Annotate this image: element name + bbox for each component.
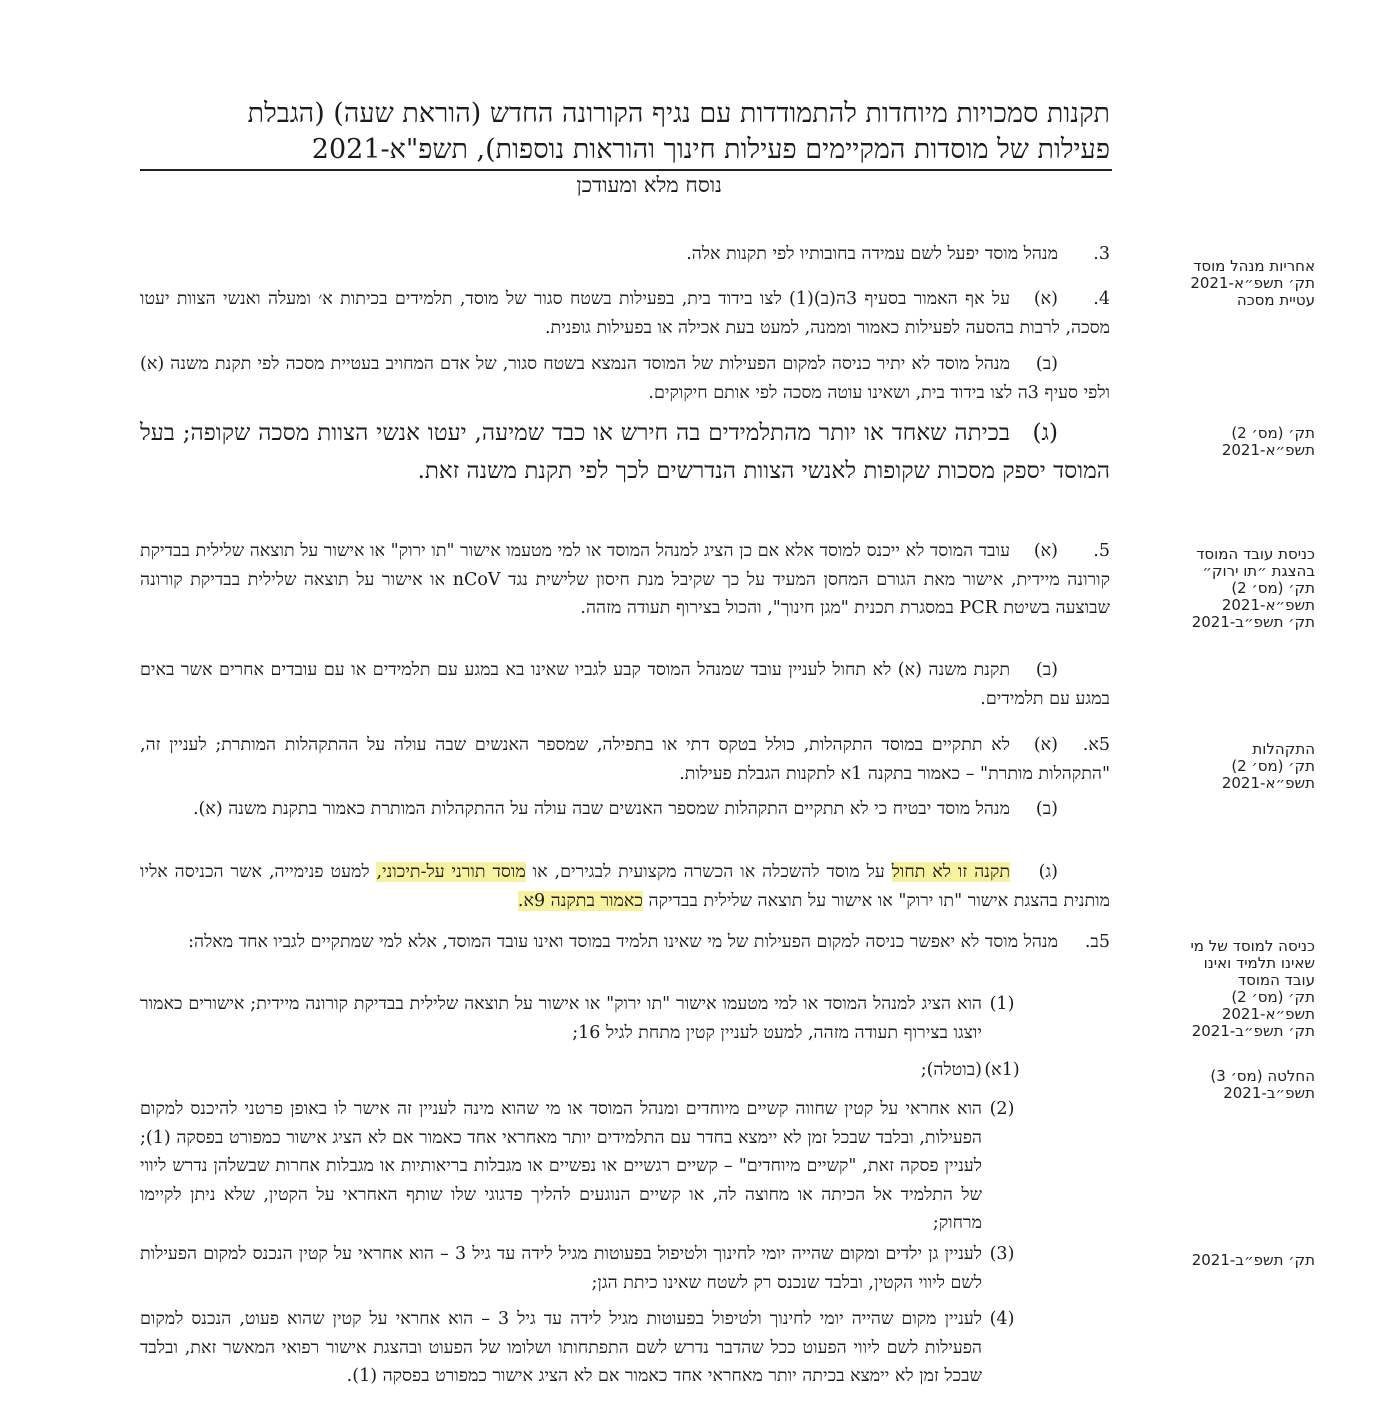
paragraph-3: [140, 240, 1110, 269]
subsection-label: (א): [1033, 289, 1058, 309]
margin-note-decision: [1120, 1068, 1315, 1102]
item-text: לעניין גן ילדים ומקום שהייה יומי לחינוך ולטיפול בפעוטות מגיל לידה עד גיל 3 – הוא אחראי על קטין הנכנס למקום הפעילות לשם ליווי הקטין, ובלבד שנכנס רק לשטח שאינו כיתת הגן;: [140, 1244, 982, 1293]
document-subtitle: נוסח מלא ומעודכן: [576, 173, 722, 197]
subsection-label: (ב): [1035, 660, 1058, 680]
highlighted-text: מוסד תורני על-תיכוני,: [376, 862, 526, 882]
margin-note-amendment-item3: [1120, 1252, 1315, 1269]
margin-note-line: תק׳ תשפ״א-2021: [1190, 274, 1315, 292]
item-number: (1): [989, 994, 1015, 1014]
paragraph-number: 4.: [1093, 289, 1110, 309]
item-text: (בוטלה);: [920, 1060, 982, 1080]
margin-note-line: תשפ״א-2021: [1221, 441, 1315, 459]
margin-note-line: כניסת עובד המוסד: [1196, 545, 1315, 563]
paragraph-4a: [140, 285, 1110, 342]
subsection-label: (ג): [1032, 420, 1058, 446]
item-text: לעניין מקום שהייה יומי לחינוך ולטיפול בפעוטות מגיל לידה עד גיל 3 – הוא אחראי על קטין שהוא פעוט, הנכנס למקום הפעילות לשם ליווי הפעוט ככל שהדבר נדרש לשם התפתחותו ושלומו של הפעוט ובהצגת אישור רפואי המאשר זאת, ובלבד שבכל זמן לא יימצא בכיתה יותר מאחראי אחד כאמור אם לא הציג אישור כמפורט בפסקה (1).: [140, 1309, 982, 1386]
margin-note-line: עטיית מסכה: [1236, 291, 1315, 309]
item-number: (4): [989, 1309, 1015, 1329]
list-item-4: [140, 1305, 1015, 1391]
margin-note-line: תק׳ תשפ״ב-2021: [1191, 613, 1315, 631]
margin-note-line: תק׳ תשפ״ב-2021: [1191, 1022, 1315, 1040]
paragraph-text: תקנת משנה (א) לא תחול לעניין עובד שמנהל המוסד קבע לגביו שאינו בא במגע עם תלמידים או עם עובדים אחרים אשר באים במגע עם תלמידים.: [140, 660, 1110, 709]
subsection-label: (ג): [1038, 862, 1058, 882]
paragraph-5alef-a: [140, 731, 1110, 788]
paragraph-text: על אף האמור בסעיף 3ה(ב)(1) לצו בידוד בית, בפעילות בשטח סגור של מוסד, תלמידים בכיתות א׳ ומעלה ואנשי הצוות יעטו מסכה, לרבות בהסעה לפעילות כאמור וממנה, למעט בעת אכילה או בפעילות גופנית.: [140, 289, 1110, 338]
paragraph-5bet: [140, 928, 1110, 957]
list-item-3: [140, 1240, 1015, 1297]
margin-note-line: תשפ״א-2021: [1221, 596, 1315, 614]
paragraph-5alef-b: [140, 795, 1110, 824]
paragraph-text: בכיתה שאחד או יותר מהתלמידים בה חירש או כבד שמיעה, יעטו אנשי הצוות מסכה שקופה; בעל המוסד יספק מסכות שקופות לאנשי הצוות הנדרשים לכך לפי תקנת משנה זאת.: [140, 420, 1110, 484]
margin-note-line: החלטה (מס׳ 3): [1210, 1067, 1315, 1085]
paragraph-text: על מוסד להשכלה או הכשרה מקצועית לבגירים, או: [525, 862, 892, 882]
item-number: (3): [989, 1244, 1015, 1264]
paragraph-text: מנהל מוסד לא יאפשר כניסה למקום הפעילות של מי שאינו תלמיד במוסד ואינו עובד המוסד, אלא למי שמתקיים לגביו אחד מאלה:: [188, 932, 1058, 952]
margin-note-responsibility: [1120, 258, 1315, 309]
margin-note-line: כניסה למוסד של מי: [1190, 937, 1315, 955]
highlighted-text: תקנה זו לא תחול: [891, 862, 1010, 882]
margin-note-line: תק׳ (מס׳ 2): [1231, 988, 1315, 1006]
margin-note-visitor-entry: [1120, 938, 1315, 1040]
paragraph-text: מנהל מוסד יבטיח כי לא תתקיים התקהלות שמספר האנשים שבה עולה על ההתקהלות המותרת כאמור בתקנת משנה (א).: [192, 799, 1010, 819]
margin-note-staff-entry: [1120, 546, 1315, 631]
item-text: הוא הציג למנהל המוסד או למי מטעמו אישור "תו ירוק" או אישור על תוצאה שלילית בבדיקת קורונה מיידית; אישורים כאמור יוצגו בצירוף תעודה מזהה, למעט לעניין קטין מתחת לגיל 16;: [140, 994, 982, 1043]
paragraph-5a: [140, 537, 1110, 623]
document-title: [130, 96, 1110, 168]
list-item-1a: [140, 1056, 1020, 1085]
paragraph-4c: [140, 414, 1110, 490]
paragraph-text: למעט פנימייה, אשר הכניסה אליו מותנית בהצגת אישור "תו ירוק" או אישור על תוצאה שלילית בבדיקה: [140, 862, 1110, 911]
title-line-1: תקנות סמכויות מיוחדות להתמודדות עם נגיף הקורונה החדש (הוראת שעה) (הגבלת: [247, 98, 1110, 129]
subsection-label: (ב): [1035, 354, 1058, 374]
margin-note-line: תק׳ (מס׳ 2): [1231, 579, 1315, 597]
margin-note-line: תק׳ תשפ״ב-2021: [1191, 1251, 1315, 1269]
item-number: (1א): [984, 1060, 1020, 1080]
margin-note-line: אחריות מנהל מוסד: [1193, 257, 1315, 275]
margin-note-line: שאינו תלמיד ואינו: [1203, 954, 1315, 972]
title-line-2: פעילות של מוסדות המקיימים פעילות חינוך והוראות נוספות), תשפ"א-2021: [311, 134, 1110, 165]
subsection-label: (א): [1033, 735, 1058, 755]
paragraph-number: 5.: [1093, 541, 1110, 561]
subsection-label: (ב): [1035, 799, 1058, 819]
paragraph-5alef-c: [140, 858, 1110, 915]
margin-note-line: התקהלות: [1252, 740, 1315, 758]
margin-note-line: תק׳ (מס׳ 2): [1231, 424, 1315, 442]
paragraph-text: לא תתקיים במוסד התקהלות, כולל בטקס דתי או בתפילה, שמספר האנשים שבה עולה על ההתקהלות המותרת; לעניין זה, "התקהלות מותרת" – כאמור בתקנה 1א לתקנות הגבלת פעילות.: [140, 735, 1110, 784]
paragraph-text: מנהל מוסד יפעל לשם עמידה בחובותיו לפי תקנות אלה.: [686, 244, 1058, 264]
margin-note-line: תשפ״א-2021: [1221, 1005, 1315, 1023]
margin-note-line: עובד המוסד: [1237, 971, 1315, 989]
margin-note-line: תשפ״ב-2021: [1223, 1084, 1315, 1102]
margin-note-line: בהצגת ״תו ירוק״: [1202, 562, 1315, 580]
subsection-label: (א): [1033, 541, 1058, 561]
highlighted-text: כאמור בתקנה 9א.: [517, 890, 643, 911]
margin-note-line: תשפ״א-2021: [1221, 774, 1315, 792]
paragraph-number: 3.: [1093, 244, 1110, 264]
paragraph-number: 5ב.: [1084, 932, 1110, 952]
paragraph-text: עובד המוסד לא ייכנס למוסד אלא אם כן הציג למנהל המוסד או למי מטעמו אישור "תו ירוק" או אישור על תוצאה שלילית בבדיקת קורונה מיידית, אישור מאת הגורם המחסן המעיד על כך שקיבל מנת חיסון שלישית נגד nCoV או אישור על תוצאה שלילית בבדיקת קורונה שבוצעה בשיטת PCR במסגרת תכנית "מגן חינוך", והכול בצירוף תעודה מזהה.: [140, 541, 1110, 618]
item-text: הוא אחראי על קטין שחווה קשיים מיוחדים ומנהל המוסד או מי שהוא מינה לעניין זה אישר לו באופן פרטני להיכנס למקום הפעילות, ובלבד שבכל זמן לא יימצא בחדר עם התלמידים יותר מאחראי אחד כאמור אם לא הציג אישור כמפורט בפסקה (1); לעניין פסקה זאת, "קשיים מיוחדים" – קשיים רגשיים או נפשיים או מגבלות בריאותיות או מגבלות אחרות שבשלהן נדרש ליווי של התלמיד אל הכיתה או מחוצה לה, או קשיים הנוגעים להליך פדגוגי שלו שותף האחראי על הקטין, שלא ניתן לקיימו מרחוק;: [140, 1099, 982, 1233]
paragraph-text: מנהל מוסד לא יתיר כניסה למקום הפעילות של המוסד הנמצא בשטח סגור, של אדם המחויב בעטיית מסכה לפי תקנת משנה (א) ולפי סעיף 3ה לצו בידוד בית, ושאינו עוטה מסכה לפי אותם חיקוקים.: [140, 354, 1110, 403]
margin-note-amendment-4c: [1120, 425, 1315, 459]
margin-note-gathering: [1120, 741, 1315, 792]
paragraph-number: 5א.: [1082, 735, 1110, 755]
list-item-2: [140, 1095, 1015, 1238]
list-item-1: [140, 990, 1015, 1047]
item-number: (2): [989, 1099, 1015, 1119]
paragraph-5b: [140, 656, 1110, 713]
margin-note-line: תק׳ (מס׳ 2): [1231, 757, 1315, 775]
paragraph-4b: [140, 350, 1110, 407]
